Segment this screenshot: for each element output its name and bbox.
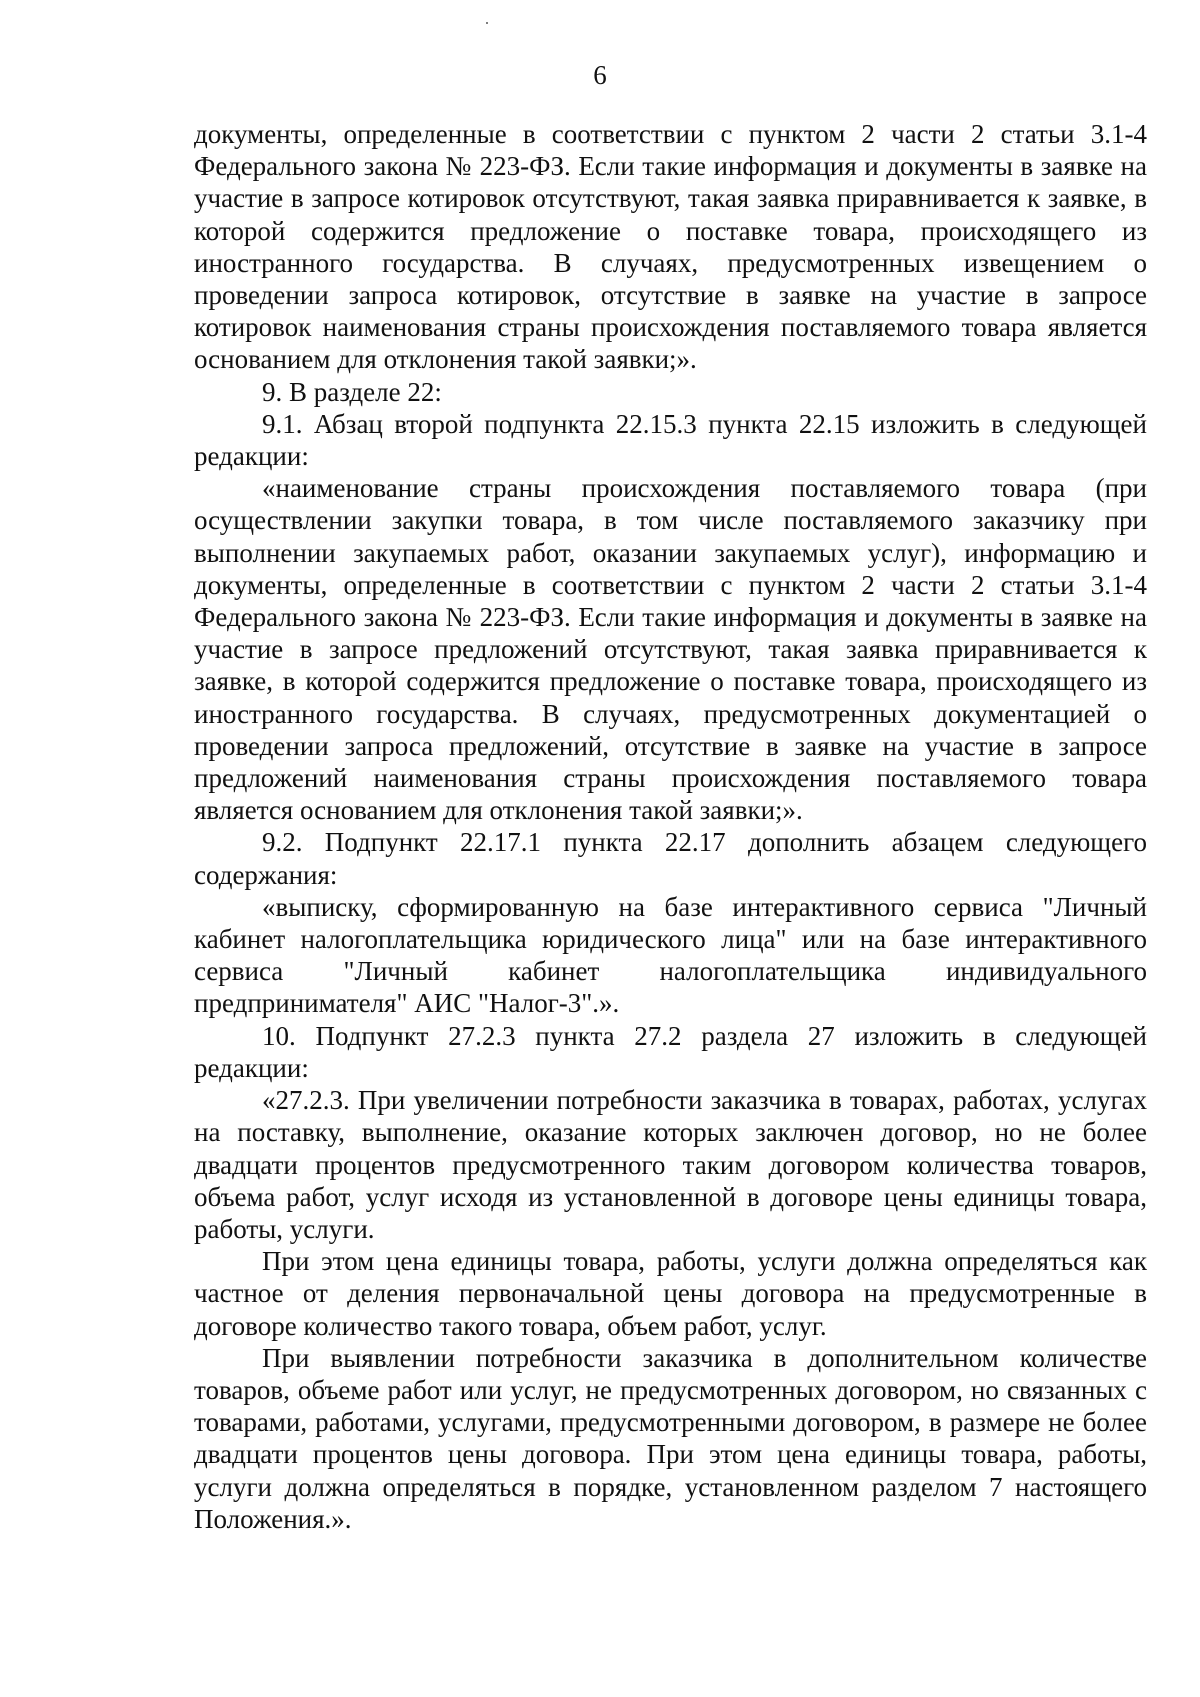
paragraph: 10. Подпункт 27.2.3 пункта 27.2 раздела 27 изложить в следующей редакции: [194,1020,1147,1083]
page-number: 6 [593,60,607,90]
paragraph: 9.1. Абзац второй подпункта 22.15.3 пункта 22.15 изложить в следующей редакции: [194,408,1147,472]
paragraph: При этом цена единицы товара, работы, услуги должна определяться как частное от деления первоначальной цены договора на предусмотренные в договоре количество такого товара, объем работ, услуг. [194,1246,1147,1341]
paragraph: «наименование страны происхождения поставляемого товара (при осуществлении закупки товара, в том числе поставляемого заказчику при выполнении закупаемых работ, оказании закупаемых услуг), информацию и документы, определенные в соответствии с пунктом 2 части 2 статьи 3.1-4 Федерального закона № 223-ФЗ. Если такие информация и документы в заявке на участие в запросе предложений отсутствуют, такая заявка приравнивается к заявке, в которой содержится предложение о поставке товара, происходящего из иностранного государства. В случаях, предусмотренных документацией о проведении запроса предложений, отсутствие в заявке на участие в запросе предложений наименования страны происхождения поставляемого товара является основанием для отклонения такой заявки;». [194,473,1147,826]
paragraph: «27.2.3. При увеличении потребности заказчика в товарах, работах, услугах на поставку, выполнение, оказание которых заключен договор, но не более двадцати процентов предусмотренного таким договором количества товаров, объема работ, услуг исходя из установленной в договоре цены единицы товара, работы, услуги. [194,1085,1147,1244]
scan-speck [486,22,488,24]
paragraph: При выявлении потребности заказчика в дополнительном количестве товаров, объеме работ или услуг, не предусмотренных договором, но связанных с товарами, работами, услугами, предусмотренными договором, в размере не более двадцати процентов цены договора. При этом цена единицы товара, работы, услуги должна определяться в порядке, установленном разделом 7 настоящего Положения.». [194,1342,1147,1534]
paragraph: 9.2. Подпункт 22.17.1 пункта 22.17 дополнить абзацем следующего содержания: [194,827,1147,890]
paragraph: документы, определенные в соответствии с пунктом 2 части 2 статьи 3.1-4 Федерального закона № 223-ФЗ. Если такие информация и документы в заявке на участие в запросе котировок отсутствуют, такая заявка приравнивается к заявке, в которой содержится предложение о поставке товара, происходящего из иностранного государства. В случаях, предусмотренных извещением о проведении запроса котировок, отсутствие в заявке на участие в запросе котировок наименования страны происхождения поставляемого товара является основанием для отклонения такой заявки;». [194,119,1147,375]
document-body [194,118,1147,1535]
paragraph: «выписку, сформированную на базе интерактивного сервиса "Личный кабинет налогоплательщика юридического лица" или на базе интерактивного сервиса "Личный кабинет налогоплательщика индивидуального предпринимателя" АИС "Налог-3".». [194,891,1147,1019]
paragraph: 9. В разделе 22: [262,376,442,407]
